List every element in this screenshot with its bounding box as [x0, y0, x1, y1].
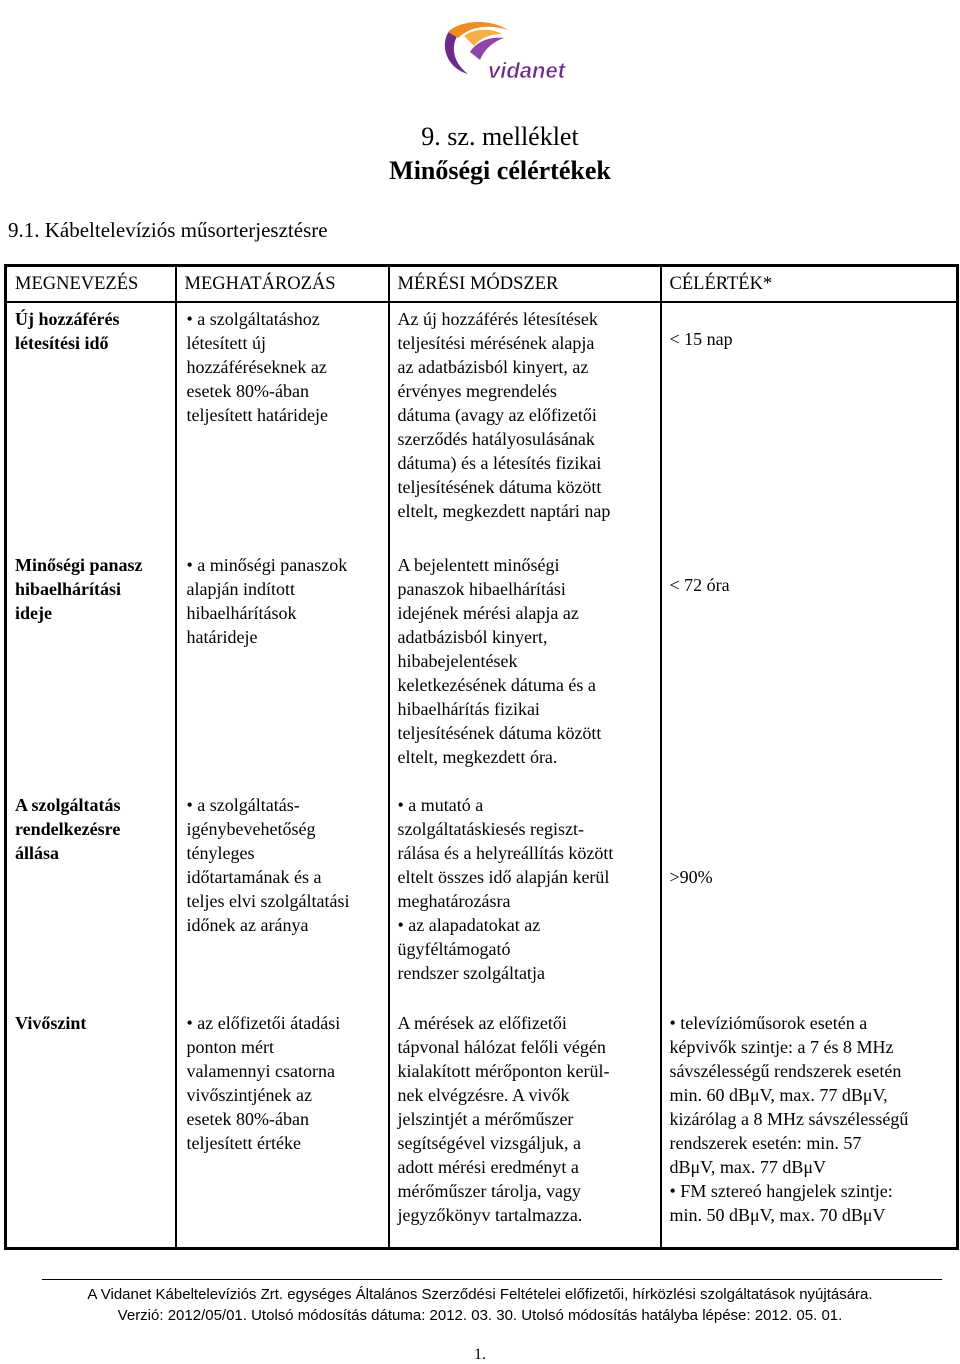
- cell-line: hibaelhárítási: [15, 579, 122, 599]
- row-name: [6, 789, 176, 1007]
- cell-line: képvivők szintje: a 7 és 8 MHz: [669, 1037, 894, 1057]
- cell-line: panaszok hibaelhárítási: [397, 579, 566, 599]
- cell-line: teljes elvi szolgáltatási: [186, 891, 350, 911]
- row-method: [389, 302, 661, 549]
- cell-line: szolgáltatáskiesés regiszt-: [397, 819, 584, 839]
- vidanet-logo: [430, 12, 590, 92]
- cell-line: jelszintjét a mérőműszer: [397, 1109, 574, 1129]
- cell-line: >90%: [669, 867, 713, 887]
- cell-line: idejének mérési alapja az: [397, 603, 579, 623]
- cell-line: [670, 793, 951, 817]
- cell-line: mérőműszer tárolja, vagy: [397, 1181, 581, 1201]
- row-target: [661, 302, 958, 549]
- row-definition: [176, 1007, 389, 1249]
- row-definition: [176, 549, 389, 789]
- cell-line: határideje: [186, 627, 258, 647]
- cell-line: rendszerek esetén: min. 57: [669, 1133, 862, 1153]
- cell-line: [670, 841, 951, 865]
- cell-line: < 15 nap: [669, 329, 733, 349]
- table-row: [6, 302, 958, 549]
- cell-line: kizárólag a 8 MHz sávszélességű: [669, 1109, 909, 1129]
- column-header-method: MÉRÉSI MÓDSZER: [389, 266, 661, 303]
- cell-line: jegyzőkönyv tartalmazza.: [397, 1205, 583, 1225]
- cell-line: eltelt összes idő alapján kerül: [397, 867, 610, 887]
- cell-line: • a minőségi panaszok: [186, 555, 348, 575]
- cell-line: hibaelhárítás fizikai: [397, 699, 540, 719]
- cell-line: létesítési idő: [15, 333, 109, 353]
- cell-line: ügyféltámogató: [397, 939, 511, 959]
- row-definition: [176, 789, 389, 1007]
- cell-line: hibaelhárítások: [186, 603, 297, 623]
- vidanet-logo-mark: [430, 12, 590, 92]
- cell-line: • az alapadatokat az: [397, 915, 541, 935]
- cell-line: vivőszintjének az: [186, 1085, 312, 1105]
- table-header-row: [6, 266, 958, 303]
- row-method: [389, 1007, 661, 1249]
- cell-line: Vivőszint: [15, 1013, 87, 1033]
- cell-line: • a szolgáltatás-: [186, 795, 300, 815]
- cell-line: < 72 óra: [669, 575, 730, 595]
- row-method: [389, 549, 661, 789]
- cell-line: • az előfizetői átadási: [186, 1013, 341, 1033]
- cell-line: alapján indított: [186, 579, 295, 599]
- row-target: [661, 1007, 958, 1249]
- cell-line: hozzáféréseknek az: [186, 357, 327, 377]
- cell-line: rendelkezésre: [15, 819, 121, 839]
- cell-line: eltelt, megkezdett óra.: [397, 747, 558, 767]
- footer-divider: [42, 1279, 942, 1280]
- cell-line: eltelt, megkezdett naptári nap: [397, 501, 611, 521]
- cell-line: dátuma) és a létesítés fizikai: [397, 453, 602, 473]
- cell-line: teljesítési mérésének alapja: [397, 333, 595, 353]
- footer-version-line: Verzió: 2012/05/01. Utolsó módosítás dátuma: 2012. 03. 30. Utolsó módosítás hatályba lépése: 2012. 05. 01.: [117, 1307, 843, 1324]
- cell-line: teljesített határideje: [186, 405, 328, 425]
- cell-line: igénybevehetőség: [186, 819, 316, 839]
- column-header-name: MEGNEVEZÉS: [6, 266, 176, 303]
- footer-company-line: A Vidanet Kábeltelevíziós Zrt. egységes Általános Szerződési Feltételei előfizetői, hírközlési szolgáltatások nyújtására.: [87, 1286, 873, 1303]
- cell-line: • a szolgáltatáshoz: [186, 309, 320, 329]
- cell-line: ponton mért: [186, 1037, 274, 1057]
- cell-line: A szolgáltatás: [15, 795, 121, 815]
- column-header-definition: MEGHATÁROZÁS: [176, 266, 389, 303]
- page-number: 1.: [474, 1346, 486, 1363]
- cell-line: teljesítésének dátuma között: [397, 723, 602, 743]
- cell-line: tápvonal hálózat felőli végén: [397, 1037, 606, 1057]
- cell-line: ideje: [15, 603, 52, 623]
- cell-line: min. 60 dBμV, max. 77 dBμV,: [669, 1085, 888, 1105]
- cell-line: érvényes megrendelés: [397, 381, 557, 401]
- annex-number: 9. sz. melléklet: [421, 122, 579, 151]
- cell-line: Új hozzáférés: [15, 309, 120, 329]
- cell-line: esetek 80%-ában: [186, 1109, 309, 1129]
- cell-line: szerződés hatályosulásának: [397, 429, 595, 449]
- cell-line: esetek 80%-ában: [186, 381, 309, 401]
- table-row: [6, 1007, 958, 1249]
- cell-line: létesített új: [186, 333, 266, 353]
- cell-line: teljesítésének dátuma között: [397, 477, 602, 497]
- cell-line: keletkezésének dátuma és a: [397, 675, 596, 695]
- cell-line: [670, 817, 951, 841]
- logo-text: vidanet: [488, 58, 566, 83]
- row-name: [6, 549, 176, 789]
- cell-line: az adatbázisból kinyert, az: [397, 357, 589, 377]
- cell-line: • televízióműsorok esetén a: [669, 1013, 868, 1033]
- cell-line: rálása és a helyreállítás között: [397, 843, 614, 863]
- row-name: [6, 302, 176, 549]
- cell-line: időnek az aránya: [186, 915, 309, 935]
- cell-line: segítségével vizsgáljuk, a: [397, 1133, 581, 1153]
- cell-line: • a mutató a: [397, 795, 484, 815]
- column-header-target: CÉLÉRTÉK*: [661, 266, 958, 303]
- cell-line: • FM sztereó hangjelek szintje:: [669, 1181, 893, 1201]
- page-title: Minőségi célértékek: [389, 156, 611, 185]
- row-method: [389, 789, 661, 1007]
- cell-line: sávszélességű rendszerek esetén: [669, 1061, 902, 1081]
- cell-line: meghatározásra: [397, 891, 511, 911]
- cell-line: kialakított mérőponton kerül-: [397, 1061, 610, 1081]
- cell-line: dBμV, max. 77 dBμV: [669, 1157, 826, 1177]
- cell-line: nek elvégzésre. A vivők: [397, 1085, 570, 1105]
- cell-line: A bejelentett minőségi: [397, 555, 560, 575]
- cell-line: időtartamának és a: [186, 867, 322, 887]
- table-row: [6, 789, 958, 1007]
- row-definition: [176, 302, 389, 549]
- cell-line: Az új hozzáférés létesítések: [397, 309, 598, 329]
- cell-line: rendszer szolgáltatja: [397, 963, 545, 983]
- cell-line: tényleges: [186, 843, 255, 863]
- cell-line: teljesített értéke: [186, 1133, 301, 1153]
- row-name: [6, 1007, 176, 1249]
- table-row: [6, 549, 958, 789]
- row-target: [661, 789, 958, 1007]
- cell-line: A mérések az előfizetői: [397, 1013, 567, 1033]
- cell-line: dátuma (avagy az előfizetői: [397, 405, 597, 425]
- cell-line: állása: [15, 843, 60, 863]
- row-target: [661, 549, 958, 789]
- cell-line: adatbázisból kinyert,: [397, 627, 548, 647]
- cell-line: min. 50 dBμV, max. 70 dBμV: [669, 1205, 886, 1225]
- cell-line: Minőségi panasz: [15, 555, 143, 575]
- cell-line: valamennyi csatorna: [186, 1061, 335, 1081]
- cell-line: hibabejelentések: [397, 651, 518, 671]
- section-title: 9.1. Kábeltelevíziós műsorterjesztésre: [8, 218, 328, 242]
- cell-line: adott mérési eredményt a: [397, 1157, 579, 1177]
- quality-targets-table: [4, 264, 959, 1250]
